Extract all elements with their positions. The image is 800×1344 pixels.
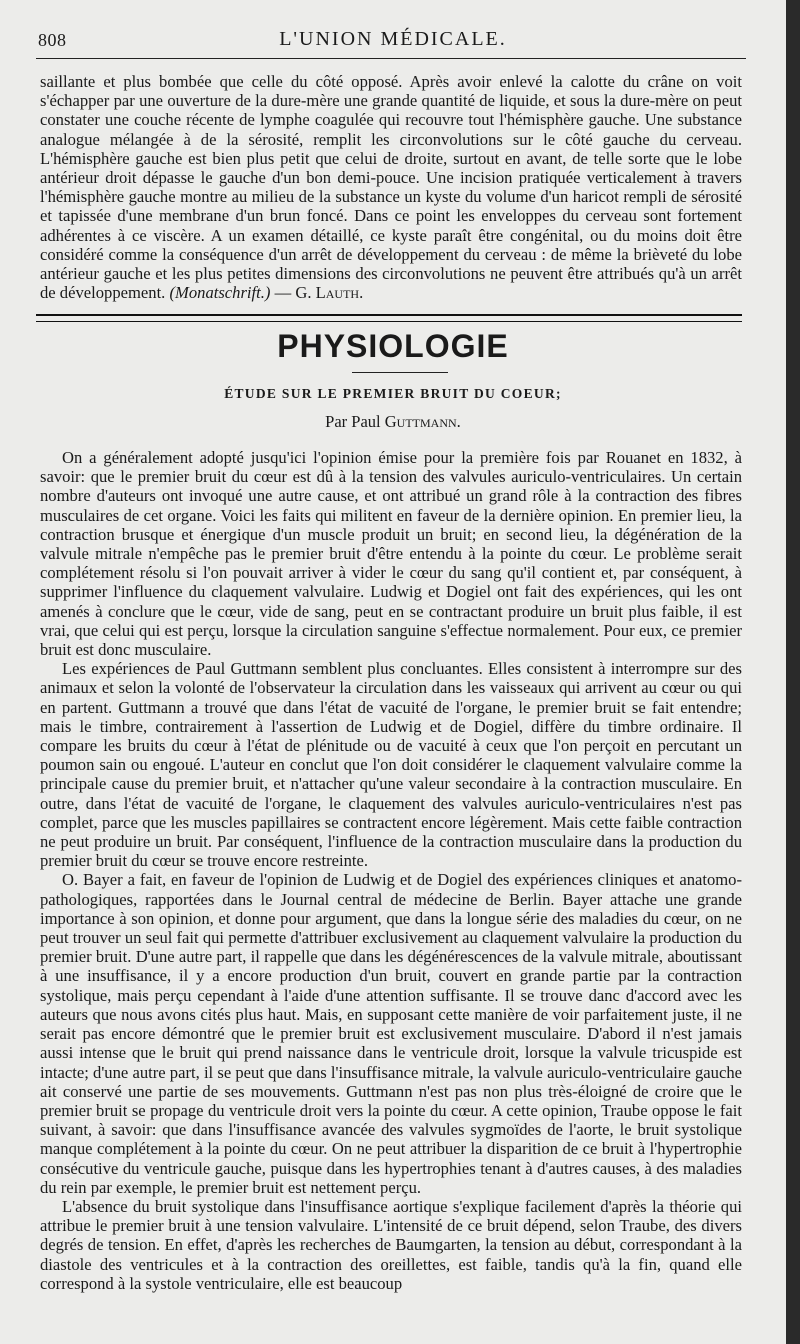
article-paragraph-1: On a généralement adopté jusqu'ici l'opinion émise pour la première fois par Rouanet en 1832, à savoir: que le premier bruit du cœur est dû à la tension des valvules auriculo-ventriculaires. Un certain nombre d'auteurs ont invoqué une autre cause, et ont attribué un grand rôle à la contraction des fibres musculaires de cet organe. Voici les faits qui militent en faveur de la dernière opinion. En premier lieu, la contraction brusque et énergique d'un muscle produit un bruit; en second lieu, la dégénération de la valvule mitrale n'empêche pas le premier bruit d'être entendu à la pointe du cœur. Le problème serait complétement résolu si l'on pouvait arriver à vider le cœur du sang qu'il contient et, par conséquent, à supprimer l'influence du claquement valvulaire. Ludwig et Dogiel ont fait des expériences, qui les ont amenés à conclure que le cœur, vide de sang, peut en se contractant produire un bruit plus faible, il est vrai, que celui qui est perçu, lorsque la circulation sanguine s'effectue normalement. Pour eux, ce premier bruit est donc musculaire. xyxy=(40,448,742,660)
page-number: 808 xyxy=(38,30,67,50)
intro-source: (Monatschrift.) xyxy=(169,283,271,303)
header-rule xyxy=(36,58,746,59)
article-paragraph-3: O. Bayer a fait, en faveur de l'opinion de Ludwig et de Dogiel des expériences cliniques et anatomo-pathologiques, rapportées dans le Journal central de médecine de Berlin. Bayer attache une grande importance à son opinion, et donne pour argument, que dans la longue série des maladies du cœur, on ne peut trouver un seul fait qui permette d'attribuer exclusivement au claquement valvulaire la production du premier bruit. D'une autre part, il rappelle que dans les dégénérescences de la valvule mitrale, aboutissant à une insuffisance, il y a encore production d'un bruit, couvert en grande partie par la contraction systolique, mais perçu cependant à l'aide d'une attention suffisante. Il se trouve danc d'accord avec les auteurs que nous avons cités plus haut. Mais, en supposant cette manière de voir parfaitement juste, il ne serait pas encore démontré que le premier bruit est exclusivement musculaire. D'abord il n'est jamais aussi intense que le bruit qui prend naissance dans le ventricule droit, lorsque la valvule tricuspide est intacte; d'une autre part, il se peut que dans l'insuffisance mitrale, la valvule auriculo-ventriculaire gauche ait conservé une partie de ses mouvements. Guttmann n'est pas non plus très-éloigné de croire que le premier bruit se propage du ventricule droit vers la pointe du cœur. A cette opinion, Traube oppose le fait suivant, à savoir: que dans l'insuffisance avancée des valvules sygmoïdes de l'aorte, le bruit systolique manque complétement à la pointe du cœur. On ne peut attribuer la disparition de ce bruit à l'hypertrophie consécutive du ventricule gauche, puisque dans les hypertrophies tenant à d'autres causes, à des maladies du rein par exemple, le premier bruit est nettement perçu. xyxy=(40,870,742,1197)
intro-signature: — G. Lauth. xyxy=(274,283,364,303)
article-paragraph-2: Les expériences de Paul Guttmann semblent plus concluantes. Elles consistent à interrompre sur des animaux et selon la volonté de l'observateur la circulation dans les vaisseaux qui arrivent au cœur ou qui en partent. Guttmann a trouvé que dans l'état de vacuité de l'organe, le premier bruit se fait entendre; mais le timbre, contrairement à l'assertion de Ludwig et de Dogiel, diffère du timbre ordinaire. Il compare les bruits du cœur à l'état de plénitude ou de vacuité à ceux que l'on perçoit en percutant un poumon sain ou engoué. L'auteur en conclut que l'on doit considérer le claquement valvulaire comme la principale cause du premier bruit, et n'attacher qu'une valeur secondaire à la contraction musculaire. En outre, dans l'état de vacuité de l'organe, le claquement des valvules auriculo-ventriculaires n'est pas complet, parce que les muscles papillaires se contractent encore légèrement. Mais cette faible contraction ne peut produire un bruit. Par conséquent, l'influence de la contraction musculaire dans la production du premier bruit du cœur se trouve encore restreinte. xyxy=(40,659,742,871)
article-paragraph-4: L'absence du bruit systolique dans l'insuffisance aortique s'explique facilement d'après la théorie qui attribue le premier bruit à une tension valvulaire. L'intensité de ce bruit dépend, selon Traube, des divers degrés de tension. En effet, d'après les recherches de Baumgarten, la tension au début, correspondant à la diastole des ventricules et à la contraction des oreillettes, est faible, tandis qu'à la fin, quand elle correspond à la systole ventriculaire, elle est beaucoup xyxy=(40,1196,742,1293)
article-title: ÉTUDE SUR LE PREMIER BRUIT DU COEUR; xyxy=(224,386,562,401)
intro-paragraph xyxy=(40,72,742,302)
byline-author: Guttmann. xyxy=(384,412,461,431)
intro-text xyxy=(40,72,742,302)
byline-prefix: Par Paul xyxy=(325,412,381,431)
page-header xyxy=(0,24,786,58)
section-title: PHYSIOLOGIE xyxy=(277,328,509,364)
article-byline xyxy=(0,412,786,432)
section-title-rule xyxy=(352,372,448,373)
section-divider xyxy=(36,314,742,322)
intro-paragraph-text: saillante et plus bombée que celle du côté opposé. Après avoir enlevé la calotte du crâne on voit s'échapper par une ouverture de la dure-mère une grande quantité de liquide, et sous la dure-mère on peut constater une couche récente de lymphe coagulée qui recouvre tout l'hémisphère gauche. Une substance analogue mélangée à de la sérosité, remplit les circonvolutions sur le côté gauche du cerveau. L'hémisphère gauche est bien plus petit que celui de droite, surtout en avant, de telle sorte que le lobe antérieur droit dépasse le gauche d'un bon demi-pouce. Une incision pratiquée verticalement à travers l'hémisphère gauche montre au milieu de la substance un kyste du volume d'un haricot rempli de sérosité et tapissée d'une membrane d'un brun foncé. Dans ce point les enveloppes du cerveau sont fortement adhérentes à ce viscère. A un examen détaillé, ce kyste paraît être congénital, ou du moins doit être considéré comme la conséquence d'un arrêt de développement du cerveau : de même la brièveté du lobe antérieur gauche et les plus petites dimensions des circonvolutions ne peuvent être attribués qu'à un arrêt de développement. xyxy=(40,72,742,303)
article-body xyxy=(40,448,742,1293)
journal-title: L'UNION MÉDICALE. xyxy=(279,28,507,50)
